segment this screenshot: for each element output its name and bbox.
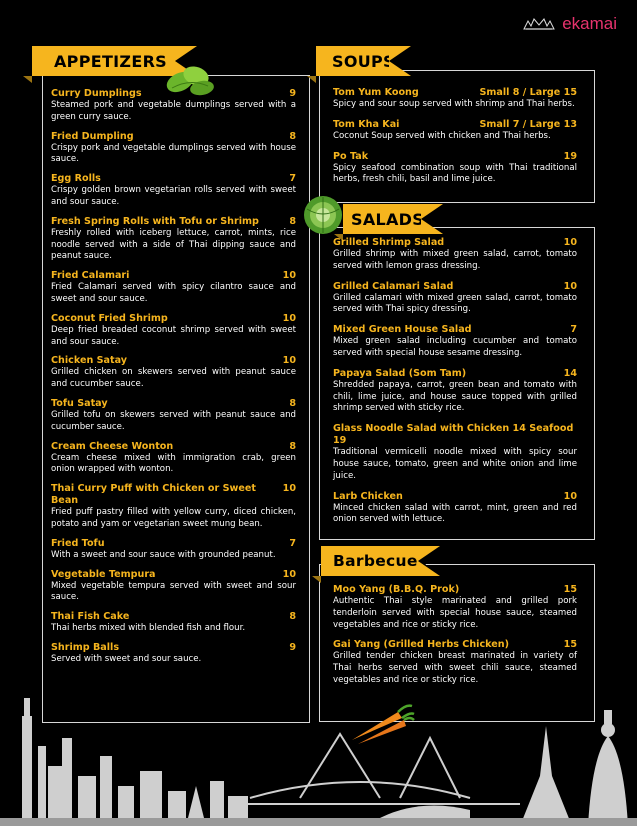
menu-item-price: 7 [570, 324, 577, 336]
salads-banner [343, 204, 425, 234]
menu-item-price: 10 [563, 280, 577, 292]
menu-item-larb-chicken [333, 491, 577, 527]
menu-item-price: 14 [563, 367, 577, 379]
menu-item-name: Fried Dumpling [51, 130, 134, 142]
menu-item-name: Glass Noodle Salad with Chicken 14 Seafood 19 [333, 423, 574, 447]
menu-item-header [333, 368, 577, 380]
barbecues-banner [321, 546, 428, 576]
menu-item-shrimp-balls [51, 642, 296, 666]
menu-item-name: Grilled Calamari Salad [333, 280, 454, 292]
menu-item-egg-rolls [51, 173, 296, 209]
menu-item-description: Grilled shrimp with mixed green salad, carrot, tomato served with lemon grass dressing. [333, 249, 577, 271]
menu-item-price: 8 [289, 440, 296, 452]
menu-item-price: 10 [282, 355, 296, 367]
menu-item-glass-noodle-salad-with-chicken-14-seafood-19 [333, 423, 577, 482]
basil-leaves-icon [162, 60, 218, 98]
salads-list [333, 237, 577, 534]
menu-item-po-tak [333, 151, 577, 187]
menu-item-name: Po Tak [333, 150, 369, 162]
menu-item-name: Tom Kha Kai [333, 118, 400, 130]
menu-item-name: Fried Tofu [51, 537, 105, 549]
menu-item-header [333, 491, 577, 503]
appetizers-title: APPETIZERS [54, 51, 168, 71]
menu-item-tofu-satay [51, 398, 296, 434]
menu-item-price: 19 [563, 150, 577, 162]
menu-item-description: Deep fried breaded coconut shrimp served with sweet and sour sauce. [51, 324, 296, 347]
menu-item-coconut-fried-shrimp [51, 313, 296, 349]
menu-item-description: Mixed vegetable tempura served with sweet and sour sauce. [51, 580, 296, 603]
menu-item-price: 9 [289, 641, 296, 653]
menu-item-header [51, 569, 296, 581]
menu-item-name: Shrimp Balls [51, 641, 120, 653]
menu-item-name: Tofu Satay [51, 397, 108, 409]
menu-item-header [333, 584, 577, 596]
menu-item-description: Fried puff pastry filled with yellow curry, diced chicken, potato and yam or vegetarian sweet mung bean. [51, 507, 296, 529]
menu-item-header [51, 538, 296, 550]
menu-item-header [51, 355, 296, 367]
menu-item-grilled-calamari-salad [333, 281, 577, 317]
menu-item-thai-fish-cake [51, 611, 296, 635]
menu-item-name: Fried Calamari [51, 270, 130, 282]
menu-item-header [333, 151, 577, 163]
menu-item-name: Moo Yang (B.B.Q. Prok) [333, 584, 460, 595]
menu-item-name: Fresh Spring Rolls with Tofu or Shrimp [51, 215, 259, 227]
brand-name: ekamai [562, 14, 617, 33]
menu-item-description: Spicy and sour soup served with shrimp and Thai herbs. [333, 99, 575, 109]
menu-item-name: Grilled Shrimp Salad [333, 237, 445, 248]
menu-item-description: Freshly rolled with iceberg lettuce, carrot, mints, rice noodle served with a side of Thai dipping sauce and peanut sauce. [51, 227, 296, 262]
menu-item-cream-cheese-wonton [51, 441, 296, 477]
menu-item-name: Coconut Fried Shrimp [51, 312, 168, 324]
cabbage-icon [301, 193, 345, 237]
menu-item-description: Grilled chicken on skewers served with peanut sauce and cucumber sauce. [51, 367, 296, 390]
menu-item-header [51, 173, 296, 185]
menu-item-fried-calamari [51, 270, 296, 306]
menu-item-price: 15 [563, 584, 577, 595]
menu-item-name: Cream Cheese Wonton [51, 440, 174, 452]
menu-item-header [51, 441, 296, 453]
bangkok-skyline-silhouette [0, 686, 637, 826]
menu-item-name: Tom Yum Koong [333, 87, 419, 98]
menu-item-chicken-satay [51, 355, 296, 391]
soups-list [333, 87, 577, 194]
menu-item-description: Traditional vermicelli noodle mixed with spicy sour house sauce, tomato, green and white onion and lime juice. [333, 447, 577, 481]
menu-item-mixed-green-house-salad [333, 324, 577, 360]
menu-item-name: Egg Rolls [51, 173, 101, 185]
menu-item-moo-yang-b-b-q-prok [333, 584, 577, 631]
menu-item-name: Mixed Green House Salad [333, 324, 472, 336]
menu-item-description: Crispy pork and vegetable dumplings served with house sauce. [51, 142, 296, 165]
menu-item-header [51, 483, 296, 507]
menu-item-name: Papaya Salad (Som Tam) [333, 367, 467, 379]
menu-item-price: 10 [563, 237, 577, 248]
menu-item-thai-curry-puff-with-chicken-or-sweet-bean [51, 483, 296, 531]
menu-item-header [51, 642, 296, 654]
soups-title: SOUPS [332, 51, 395, 71]
menu-item-price: 7 [289, 173, 296, 185]
menu-item-description: Steamed pork and vegetable dumplings served with a green curry sauce. [51, 100, 296, 122]
barbecues-list [333, 584, 577, 695]
menu-item-description: Spicy seafood combination soup with Thai traditional herbs, fresh chili, basil and lime juice. [333, 162, 577, 185]
salads-title: SALADS [351, 209, 425, 229]
menu-item-price: 15 [563, 639, 577, 651]
menu-item-header [51, 398, 296, 410]
menu-item-price: 8 [289, 215, 296, 227]
menu-item-header [51, 270, 296, 282]
menu-item-description: Authentic Thai style marinated and grilled pork tenderloin served with special house sauce, steamed vegetables and rice or sticky rice. [333, 596, 577, 630]
menu-item-header [333, 639, 577, 651]
menu-item-header [333, 87, 577, 99]
menu-item-fried-dumpling [51, 131, 296, 167]
menu-item-header [51, 216, 296, 228]
menu-item-price: 8 [289, 397, 296, 409]
menu-item-name: Thai Curry Puff with Chicken or Sweet Bean [51, 483, 256, 507]
menu-item-description: Cream cheese mixed with immigration crab, green onion wrapped with wonton. [51, 452, 296, 475]
thai-crown-emblem-icon [522, 17, 556, 31]
menu-item-name: Chicken Satay [51, 355, 128, 367]
menu-item-description: Crispy golden brown vegetarian rolls served with sweet and sour sauce. [51, 185, 296, 207]
menu-item-name: Gai Yang (Grilled Herbs Chicken) [333, 639, 509, 651]
menu-item-vegetable-tempura [51, 569, 296, 605]
menu-item-description: Fried Calamari served with spicy cilantro sauce and sweet and sour sauce. [51, 282, 296, 304]
menu-item-gai-yang-grilled-herbs-chicken [333, 639, 577, 686]
barbecues-title: Barbecues [333, 552, 428, 570]
menu-item-price: 7 [289, 537, 296, 549]
menu-item-header [51, 313, 296, 325]
appetizers-list [51, 88, 296, 673]
soups-banner [316, 46, 395, 76]
menu-item-name: Thai Fish Cake [51, 611, 130, 623]
menu-item-price: Small 8 / Large 15 [479, 87, 577, 98]
menu-item-header [51, 131, 296, 143]
menu-item-tom-yum-koong [333, 87, 577, 111]
menu-item-name: Curry Dumplings [51, 88, 142, 99]
menu-item-header [333, 237, 577, 249]
menu-item-fried-tofu [51, 538, 296, 562]
menu-item-description: Minced chicken salad with carrot, mint, green and red onion served with lettuce. [333, 502, 577, 525]
menu-item-description: Grilled tofu on skewers served with peanut sauce and cucumber sauce. [51, 409, 296, 432]
menu-item-price: 10 [282, 568, 296, 580]
menu-item-description: Thai herbs mixed with blended fish and flour. [51, 623, 246, 634]
appetizers-banner [32, 46, 175, 76]
menu-item-papaya-salad-som-tam [333, 368, 577, 415]
menu-item-description: Mixed green salad including cucumber and tomato served with special house sesame dressing. [333, 336, 577, 358]
menu-item-header [333, 281, 577, 293]
menu-item-description: With a sweet and sour sauce with grounded peanut. [51, 549, 276, 560]
menu-item-fresh-spring-rolls-with-tofu-or-shrimp [51, 216, 296, 263]
menu-item-tom-kha-kai [333, 119, 577, 143]
menu-item-name: Larb Chicken [333, 490, 403, 502]
menu-item-price: 9 [289, 88, 296, 99]
menu-item-description: Grilled calamari with mixed green salad, carrot, tomato served with Thai spicy dressing. [333, 292, 577, 315]
menu-item-price: 8 [289, 130, 296, 142]
menu-item-price: Small 7 / Large 13 [479, 118, 577, 130]
menu-item-header [333, 119, 577, 131]
menu-item-price: 10 [282, 312, 296, 324]
menu-item-price: 10 [563, 490, 577, 502]
menu-item-price: 8 [289, 611, 296, 623]
menu-item-name: Vegetable Tempura [51, 568, 156, 580]
menu-item-header [333, 324, 577, 336]
menu-item-description: Shredded papaya, carrot, green bean and tomato with chili, lime juice, and house sauce topped with grilled shrimp served with sticky rice. [333, 379, 577, 414]
menu-item-price: 10 [282, 270, 296, 282]
menu-item-description: Served with sweet and sour sauce. [51, 653, 202, 664]
menu-item-grilled-shrimp-salad [333, 237, 577, 273]
brand-logo [522, 14, 617, 34]
menu-item-header [51, 611, 296, 623]
menu-item-description: Grilled tender chicken breast marinated in variety of Thai herbs served with sweet chili sauce, steamed vegetables and rice or sticky rice. [333, 651, 577, 685]
menu-item-header [333, 423, 577, 447]
menu-item-price: 10 [282, 483, 296, 495]
menu-item-description: Coconut Soup served with chicken and Thai herbs. [333, 130, 551, 141]
